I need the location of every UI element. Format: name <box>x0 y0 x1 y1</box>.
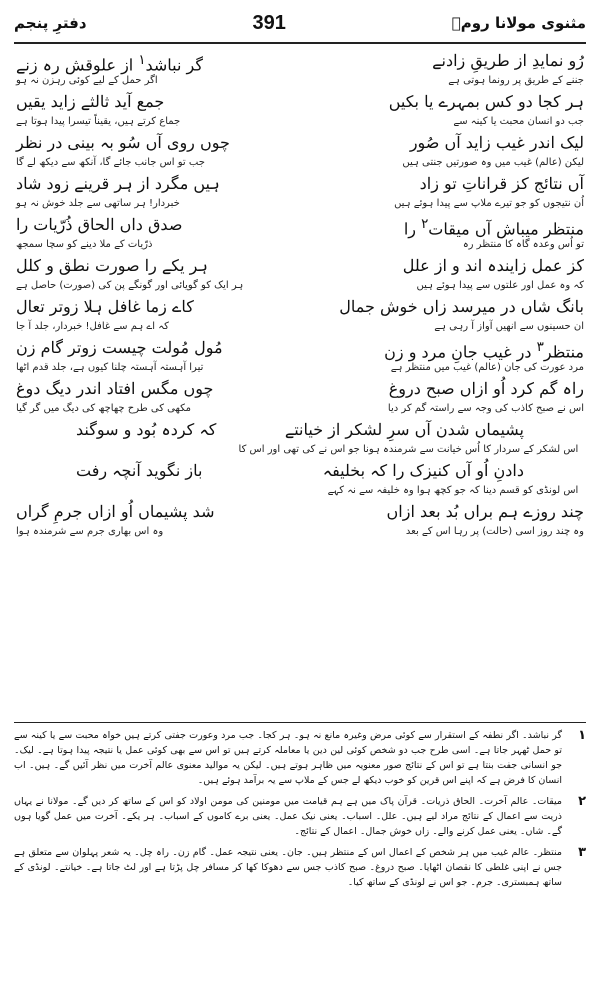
footnote <box>14 728 586 788</box>
verse-hemistich: رُو نمایدِ از طریقِ زادنے <box>432 51 584 70</box>
verse-line <box>16 378 584 400</box>
verse-line <box>16 460 584 482</box>
translation-text: ان حسینوں سے انھیں آواز آ رہی ہے <box>434 321 584 332</box>
translation-text: اس لونڈی کو قسم دینا کہ جو کچھ ہوا وہ خلیفہ سے نہ کہے <box>327 485 579 496</box>
translation-text: مکھی کی طرح چھاچھ کی دیگ میں گر گیا <box>16 403 191 414</box>
translation-text: جماع کرتے ہیں، یقیناً تیسرا پیدا ہوتا ہے <box>16 116 181 127</box>
translation-text: جننے کے طریق پر رونما ہوتی ہے <box>448 75 584 86</box>
verse-hemistich: چوں مگس افتاد اندر دیگ دوغ <box>16 379 214 398</box>
translation-line <box>16 441 584 458</box>
couplet <box>16 91 584 132</box>
footnote-text: میقات۔ عالم آخرت۔ الحاق ذریات۔ قرآن پاک میں ہے ہم قیامت میں مومنین کی مومن اولاد کو اس کے ساتھ کر دیں گے۔ مولانا نے یہاں ذریت سے اعمال کے نتائج مراد لیے ہیں۔ علل۔ اسباب۔ یعنی نیک عمل۔ یعنی برے کاموں کے اسباب۔ ہر یکے۔ آخرت میں عمل گویا ہوں گے۔ شاں۔ یعنی عمل کرنے والے۔ زاں خوش جمال۔ اعمال کے نتائج۔ <box>14 796 562 837</box>
page-number: 391 <box>252 11 286 34</box>
footnote-number: ۱ <box>578 728 586 743</box>
page-header <box>14 6 586 40</box>
translation-text: جب تو اس جانب جائے گا، آنکھ سے دیکھ لے گا <box>16 157 205 168</box>
verse-hemistich: گر نباشد$^۱$ از علوقش رہ زنے <box>16 53 203 75</box>
verse-hemistich: پشیماں شدن آں سرِ لشکر از خیانتے <box>284 420 524 439</box>
footnote-rule <box>14 722 586 723</box>
footnote-text: گر نباشد۔ اگر نطفہ کے استقرار سے کوئی مرض وغیرہ مانع نہ ہو۔ ہر کجا۔ جب مرد وعورت جفتی کرتے ہیں خواہ محبت سے یا کینہ سے تو حمل ٹھہر جاتا ہے۔ اسی طرح جب دو شخص کوئی لین دین یا معاملہ کرتے ہیں تو اس سے بھی کوئی عمل یا نتیجہ پیدا ہوتا ہے۔ لیک۔ جو انسانی جفت بنتا ہے تو اس کے نتائج صور معنویہ میں ظاہر ہوتے ہیں۔ لیکن یہ موالید معنوی عالم آخرت میں نظر آئیں گے۔ ہیں۔ اب انسان کا فرض ہے کہ اپنے اس قرین کو خوب دیکھ لے جس کے ملاپ سے یہ برآمد ہوئے ہیں۔ <box>14 730 562 786</box>
verse-line <box>16 50 584 75</box>
couplet <box>16 419 584 460</box>
verse-hemistich: ہیں مگرد از ہر قرینے زود شاد <box>16 174 220 193</box>
verse-hemistich: منتظر$^۳$ در غیب جانِ مرد و زن <box>384 340 584 362</box>
translation-text: اس نے صبح کاذب کی وجہ سے راستہ گم کر دیا <box>387 403 584 414</box>
verse-hemistich: ہر یکے را صورت نطق و کلل <box>16 256 208 275</box>
verse-hemistich: ہر کجا دو کس بمہرے یا بکیں <box>388 92 584 111</box>
verse-hemistich: کاے زما غافل ہلا زوتر تعال <box>16 297 194 316</box>
verse-line <box>16 91 584 113</box>
translation-text: جب دو انسان محبت یا کینہ سے <box>453 116 584 127</box>
verse-line <box>16 173 584 195</box>
translation-text: تیرا آہستہ آہستہ چلنا کیوں ہے، جلد قدم اٹھا <box>16 362 204 373</box>
translation-text: وہ چند روز اسی (حالت) پر رہا اس کے بعد <box>405 526 584 537</box>
verse-hemistich: راہ گم کرد اُو ازاں صبح دروغ <box>388 379 584 398</box>
book-title: مثنوی مولانا رومؒ <box>451 14 586 32</box>
verse-line <box>16 214 584 239</box>
translation-line <box>16 318 584 335</box>
translation-line <box>16 195 584 212</box>
verse-hemistich: صدق داں الحاق ذُرّیات را <box>16 215 183 234</box>
verse-hemistich: بانگ شاں در میرسد زاں خوش جمال <box>339 297 584 316</box>
couplet <box>16 296 584 337</box>
translation-text: لیکن (عالم) غیب میں وہ صورتیں جنتی ہیں <box>402 157 584 168</box>
verse-hemistich: کز عمل زایندہ اند و از علل <box>402 256 584 275</box>
translation-text: ہر ایک کو گویائی اور گونگے پن کی (صورت) حاصل ہے <box>16 280 244 291</box>
translation-line <box>16 72 584 89</box>
verse-line <box>16 337 584 362</box>
translation-text <box>22 441 300 458</box>
verse-hemistich: جمع آید ثالثے زاید یقیں <box>16 92 165 111</box>
verse-line <box>16 296 584 318</box>
translation-line <box>16 482 584 499</box>
verse-line <box>16 501 584 523</box>
translation-line <box>16 359 584 376</box>
footnote-number: ۳ <box>578 845 586 860</box>
verse-hemistich: منتظر میباش آں میقات$^۲$ را <box>403 217 584 239</box>
verse-hemistich: آں نتائج کز قراناتِ تو زاد <box>419 174 584 193</box>
footnote <box>14 845 586 890</box>
verse-hemistich: لیک اندر غیب زاید آں صُور <box>409 133 584 152</box>
header-rule <box>14 42 586 44</box>
footnote-number: ۲ <box>578 794 586 809</box>
verse-line <box>16 419 584 441</box>
translation-line <box>16 113 584 130</box>
translation-text: اس لشکر کے سردار کا اُس خیانت سے شرمندہ ہونا جو اس نے کی تھی اور اس کا <box>238 444 579 455</box>
translation-text: مرد عورت کی جان (عالم) غیب میں منتظر ہے <box>390 362 584 373</box>
couplet <box>16 132 584 173</box>
couplet <box>16 214 584 255</box>
section-title: دفترِ پنجم <box>14 14 87 32</box>
couplet <box>16 460 584 501</box>
verse-hemistich: مُول مُولت چیست زوتر گام زن <box>16 338 223 357</box>
verse-body <box>16 50 584 542</box>
translation-text: اگر حمل کے لیے کوئی رہزن نہ ہو <box>16 75 158 86</box>
verse-hemistich: چوں روی آں سُو بہ بینی در نظر <box>16 133 230 152</box>
translation-text: وہ اس بھاری جرم سے شرمندہ ہوا <box>16 526 164 537</box>
couplet <box>16 50 584 91</box>
translation-text <box>22 482 300 499</box>
footnote <box>14 794 586 839</box>
couplet <box>16 173 584 214</box>
verse-line <box>16 132 584 154</box>
translation-text: اُن نتیجوں کو جو تیرے ملاپ سے پیدا ہوئے ہیں <box>394 198 584 209</box>
verse-hemistich: شد پشیماں اُو ازاں جرمِ گراں <box>16 502 215 521</box>
couplet <box>16 255 584 296</box>
verse-hemistich: دادنِ اُو آں کنیزک را کہ بخلیفہ <box>322 461 524 480</box>
translation-text: کہ وہ عمل اور علتوں سے پیدا ہوئے ہیں <box>416 280 584 291</box>
translation-line <box>16 236 584 253</box>
footnotes <box>14 728 586 896</box>
translation-line <box>16 523 584 540</box>
translation-text: خبردار! ہر ساتھی سے جلد خوش نہ ہو <box>16 198 180 209</box>
translation-text: کہ اے ہم سے غافل! خبردار، جلد آ جا <box>16 321 169 332</box>
translation-line <box>16 277 584 294</box>
couplet <box>16 337 584 378</box>
translation-line <box>16 400 584 417</box>
verse-hemistich: کہ کردہ بُود و سوگند <box>76 420 217 439</box>
verse-hemistich: چند روزے ہم براں بُد بعد ازاں <box>386 502 584 521</box>
couplet <box>16 378 584 419</box>
couplet <box>16 501 584 542</box>
translation-text: ذرّیات کے ملا دینے کو سچا سمجھ <box>16 239 153 250</box>
footnote-text: منتظر۔ عالم غیب میں ہر شخص کے اعمال اس کے منتظر ہیں۔ جان۔ یعنی نتیجہ عمل۔ گام زن۔ راہ چل۔ یہ شعر پہلوان سے متعلق ہے جس نے اپنی غلطی کا نقصان اٹھایا۔ صبح دروغ۔ صبح کاذب جس سے دھوکا کھا کر مسافر چل پڑتا ہے اور لٹ جاتا ہے۔ خیانتے۔ لونڈی کے ساتھ ہمبستری۔ جرم۔ جو اس نے لونڈی کے ساتھ کیا۔ <box>14 847 562 888</box>
verse-hemistich: باز نگوید آنچہ رفت <box>76 461 203 480</box>
translation-line <box>16 154 584 171</box>
translation-text: تو اُس وعدہ گاہ کا منتظر رہ <box>462 239 584 250</box>
verse-line <box>16 255 584 277</box>
